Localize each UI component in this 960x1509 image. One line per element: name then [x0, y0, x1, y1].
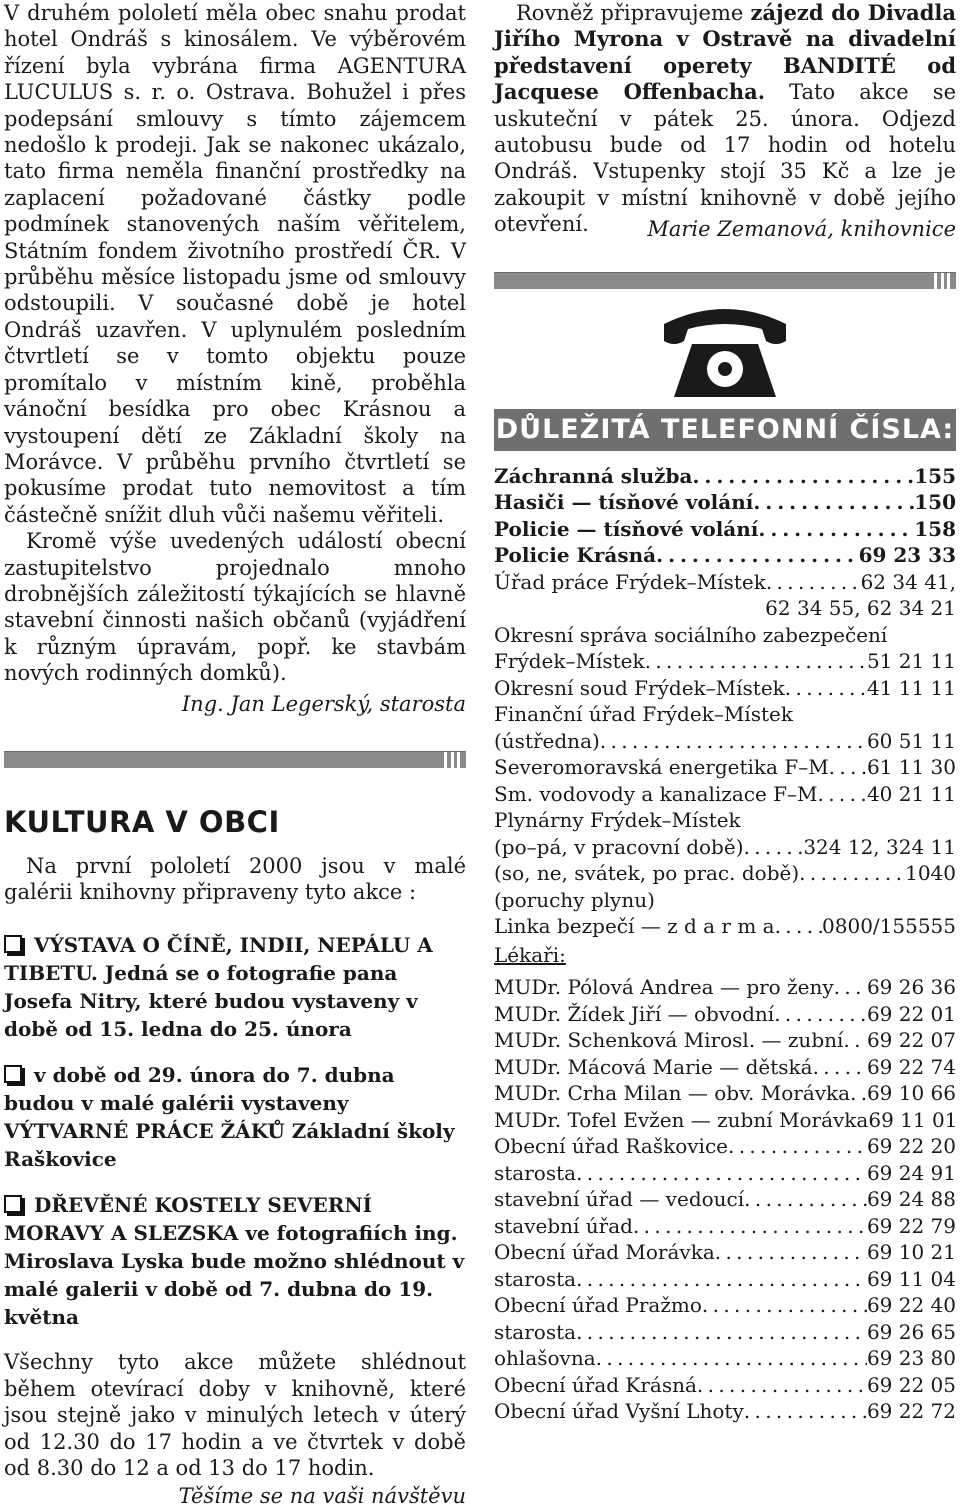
phone-numbers-banner: DŮLEŽITÁ TELEFONNÍ ČÍSLA: [494, 409, 956, 451]
event-item: DŘEVĚNÉ KOSTELY SEVERNÍ MORAVY A SLEZSKA ve fotografiích ing. Miroslava Lyska bude možno shlédnout v malé galerii v době od 7. dubna do 19. května [4, 1193, 465, 1330]
paragraph-opening-hours: Všechny tyto akce můžete shlédnout během otevírací doby v knihovně, které jsou stejně jako v minulých letech v úterý od 12.30 do 17 hodin a ve čtvrtek v době od 8.30 do 12 a od 13 do 17 hodin. [4, 1350, 466, 1480]
phone-row: MUDr. Mácová Marie — dětská . . . 69 22 74 [494, 1054, 956, 1081]
phone-row: ohlašovna . . . 69 23 80 [494, 1345, 956, 1372]
phone-row: Obecní úřad Raškovice . . . 69 22 20 [494, 1133, 956, 1160]
phone-row: Obecní úřad Pražmo . . . 69 22 40 [494, 1292, 956, 1319]
checkbox-icon [4, 1195, 22, 1213]
phone-row: Záchranná služba . . . 155 [494, 463, 956, 490]
phone-note: (poruchy plynu) [494, 887, 655, 912]
phone-row: (so, ne, svátek, po prac. době) . . . 1040 [494, 860, 956, 887]
phone-row: starosta . . . 69 24 91 [494, 1160, 956, 1187]
phone-row: Okresní soud Frýdek–Místek . . . 41 11 11 [494, 675, 956, 702]
phone-heading: Okresní správa sociálního zabezpečení [494, 622, 888, 647]
phone-row: Frýdek–Místek . . . 51 21 11 [494, 648, 956, 675]
paragraph-council: Kromě výše uvedených událostí obecní zastupitelstvo projednalo mnoho drobnějších záležitostí týkajících se hlavně stavební činnosti našich občanů (vyjádření k různým úpravám, popř. ke stavbám nových rodinných domků). [4, 529, 466, 686]
phone-row: starosta . . . 69 11 04 [494, 1266, 956, 1293]
phone-row: (ústředna) . . . 60 51 11 [494, 728, 956, 755]
phone-row: MUDr. Schenková Mirosl. — zubní . . . 69 22 07 [494, 1027, 956, 1054]
checkbox-icon [4, 1065, 22, 1083]
signature-librarian: Marie Zemanová, knihovnice [647, 216, 956, 241]
phone-list [494, 463, 956, 1425]
phone-heading: Plynárny Frýdek–Místek [494, 808, 741, 833]
phone-row: MUDr. Crha Milan — obv. Morávka . . . 69 10 66 [494, 1080, 956, 1107]
signature-mayor: Ing. Jan Legerský, starosta [181, 691, 466, 716]
phone-row: Linka bezpečí — z d a r m a . . . 0800/155555 [494, 913, 956, 940]
phone-row: starosta . . . 69 26 65 [494, 1319, 956, 1346]
culture-intro: Na první pololetí 2000 jsou v malé galérii knihovny připraveny tyto akce : [4, 853, 466, 904]
right-column [494, 0, 956, 1425]
section-divider [4, 751, 466, 768]
checkbox-icon [4, 935, 22, 953]
event-item: v době od 29. února do 7. dubna budou v malé galérii vystaveny VÝTVARNÉ PRÁCE ŽÁKŮ Základní školy Raškovice [4, 1063, 455, 1172]
paragraph-theatre: Rovněž připravujeme zájezd do Divadla Jiřího Myrona v Ostravě na divadelní představení operety BANDITÉ od Jacquese Offenbacha. Tato akce se uskuteční v pátek 25. února. Odjezd autobusu bude od 17 hodin od hotelu Ondráš. Vstupenky stojí 35 Kč a lze je zakoupit v místní knihovně v době jejího otevření. [494, 0, 956, 237]
telephone-icon [494, 289, 956, 409]
phone-row: Severomoravská energetika F–M . . . 61 11 30 [494, 754, 956, 781]
doctors-heading: Lékaři: [494, 942, 566, 967]
phone-continuation: 62 34 55, 62 34 21 [765, 596, 956, 621]
section-divider [494, 272, 956, 289]
phone-heading: Finanční úřad Frýdek–Místek [494, 702, 793, 727]
phone-row: stavební úřad . . . 69 22 79 [494, 1213, 956, 1240]
section-heading: KULTURA V OBCI [4, 804, 280, 839]
phone-row: Obecní úřad Vyšní Lhoty . . . 69 22 72 [494, 1398, 956, 1425]
left-column [4, 0, 466, 1509]
doctors-offices-list [494, 974, 956, 1425]
phone-row: Obecní úřad Krásná . . . 69 22 05 [494, 1372, 956, 1399]
phone-row: Policie Krásná . . . 69 23 33 [494, 542, 956, 569]
phone-row: Policie — tísňové volání . . . 158 [494, 516, 956, 543]
phone-row: (po–pá, v pracovní době) . . . 324 12, 324 11 [494, 834, 956, 861]
phone-row: MUDr. Tofel Evžen — zubní Morávka 69 11 01 [494, 1107, 958, 1132]
paragraph-hotel: V druhém pololetí měla obec snahu prodat hotel Ondráš s kinosálem. Ve výběrovém řízení byla vybrána firma AGENTURA LUCULUS s. r. o. Ostrava. Bohužel i přes podepsání smlouvy s tímto zájemcem nedošlo k prodeji. Jak se nakonec ukázalo, tato firma neměla finanční prostředky na zaplacení požadované částky podle podmínek stanovených naším věřitelem, Státním fondem životního prostředí ČR. V průběhu měsíce listopadu jsme od smlouvy odstoupili. V současné době je hotel Ondráš uzavřen. V uplynulém posledním čtvrtletí se v tomto objektu pouze promítalo v místním kině, proběhla vánoční besídka pro obec Krásnou a vystoupení dětí ze Základní školy na Morávce. V průběhu prvního čtvrtletí se pokusíme prodat tuto nemovitost a tím částečně snížit dluh vůči našemu věřiteli. [4, 1, 466, 527]
phone-row: Úřad práce Frýdek–Místek . . . 62 34 41, [494, 569, 956, 596]
phone-row: MUDr. Pólová Andrea — pro ženy . . . 69 26 36 [494, 974, 956, 1001]
phone-row: MUDr. Žídek Jiří — obvodní . . . 69 22 01 [494, 1001, 956, 1028]
phone-row: Obecní úřad Morávka . . . 69 10 21 [494, 1239, 956, 1266]
signature-library: Těšíme se na vaši návštěvu [178, 1484, 466, 1509]
phone-row: Sm. vodovody a kanalizace F–M . . . 40 21 11 [494, 781, 956, 808]
phone-row: Hasiči — tísňové volání . . . 150 [494, 489, 956, 516]
phone-row: stavební úřad — vedoucí . . . 69 24 88 [494, 1186, 956, 1213]
event-item: VÝSTAVA O ČÍNĚ, INDII, NEPÁLU A TIBETU. Jedná se o fotografie pana Josefa Nitry, které budou vystaveny v době od 15. ledna do 25. února [4, 933, 433, 1042]
telephone-graphic [494, 289, 956, 409]
